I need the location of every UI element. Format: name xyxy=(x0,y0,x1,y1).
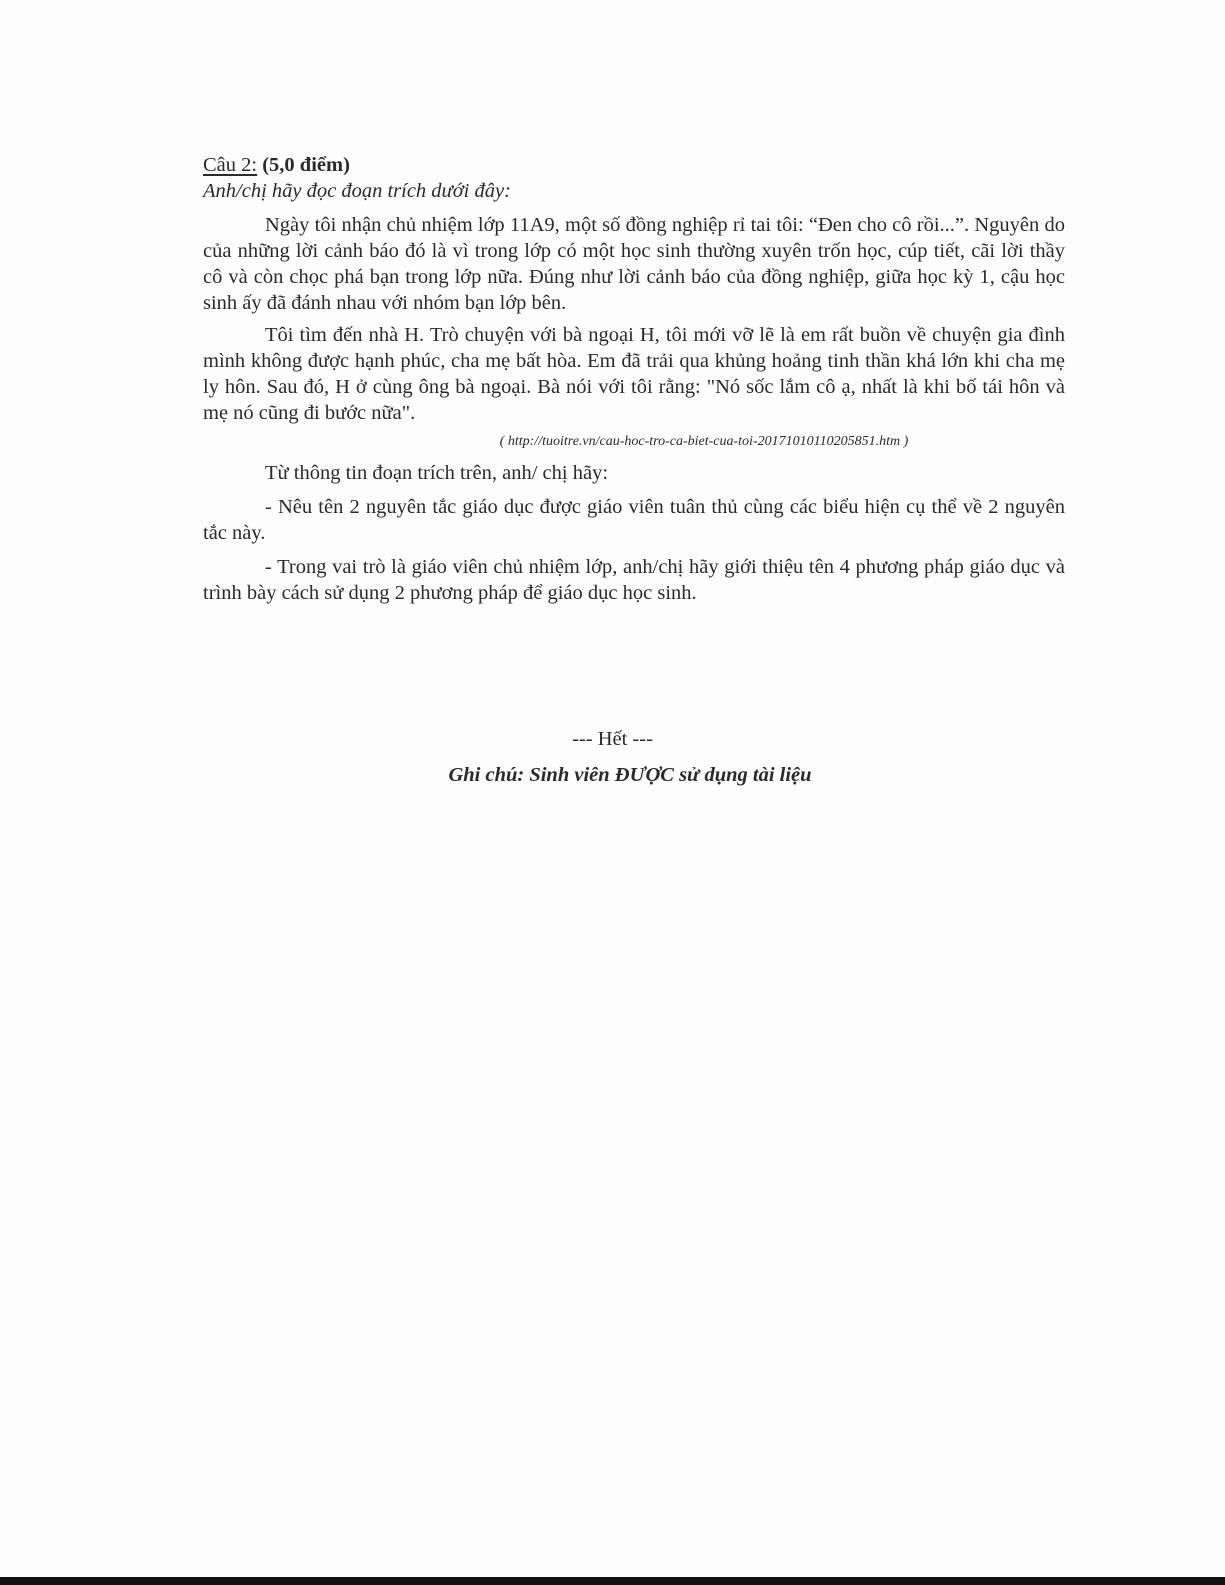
question-label: Câu 2: xyxy=(203,154,258,176)
exam-note: Ghi chú: Sinh viên ĐƯỢC sử dụng tài liệu xyxy=(448,764,812,786)
passage-paragraph-1: Ngày tôi nhận chủ nhiệm lớp 11A9, một số đồng nghiệp rỉ tai tôi: “Đen cho cô rồi...”. Nguyên do của những lời cảnh báo đó là vì trong lớp có một học sinh thường xuyên trốn học, cúp tiết, cãi lời thầy cô và còn chọc phá bạn trong lớp nữa. Đúng như lời cảnh báo của đồng nghiệp, giữa học kỳ 1, cậu học sinh ấy đã đánh nhau với nhóm bạn lớp bên. xyxy=(203,214,1065,314)
scan-bottom-border xyxy=(0,1577,1225,1585)
end-mark: --- Hết --- xyxy=(572,728,653,750)
exam-content xyxy=(203,152,1065,606)
question-points: (5,0 điểm) xyxy=(262,154,350,176)
task-item-2: - Trong vai trò là giáo viên chủ nhiệm lớp, anh/chị hãy giới thiệu tên 4 phương pháp giáo dục và trình bày cách sử dụng 2 phương pháp để giáo dục học sinh. xyxy=(203,556,1065,604)
question-instruction: Anh/chị hãy đọc đoạn trích dưới đây: xyxy=(203,180,511,202)
question-heading xyxy=(203,152,1065,178)
task-item-1: - Nêu tên 2 nguyên tắc giáo dục được giáo viên tuân thủ cùng các biểu hiện cụ thể về 2 nguyên tắc này. xyxy=(203,496,1065,544)
passage-source: ( http://tuoitre.vn/cau-hoc-tro-ca-biet-cua-toi-20171010110205851.htm ) xyxy=(499,434,909,449)
passage-paragraph-2: Tôi tìm đến nhà H. Trò chuyện với bà ngoại H, tôi mới vỡ lẽ là em rất buồn về chuyện gia đình mình không được hạnh phúc, cha mẹ bất hòa. Em đã trải qua khủng hoảng tinh thần khá lớn khi cha mẹ ly hôn. Sau đó, H ở cùng ông bà ngoại. Bà nói với tôi rằng: "Nó sốc lắm cô ạ, nhất là khi bố tái hôn và mẹ nó cũng đi bước nữa". xyxy=(203,324,1065,424)
tasks-intro: Từ thông tin đoạn trích trên, anh/ chị hãy: xyxy=(265,462,609,484)
